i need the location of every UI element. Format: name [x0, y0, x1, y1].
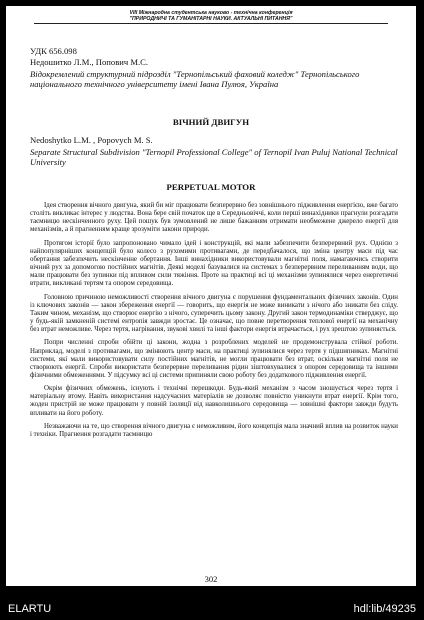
title-english: PERPETUAL MOTOR — [166, 182, 256, 192]
paragraph: Ідея створення вічного двигуна, який би міг працювати безперервно без зовнішнього підживлення енергією, вже багато століть викликає інтерес у людства. Вона бере свій початок ще в Середньовіччі, коли перші винахідники прагнули розгадати таємницю нескінченного руху. Цей пошук був зумовлений не лише бажанням отримати необмежене джерело енергії для механізмів, а й прагненням краще зрозуміти закони природи. — [30, 202, 398, 234]
paragraph: Попри численні спроби обійти ці закони, жодна з розроблених моделей не продемонструвала стійкої роботи. Наприклад, моделі з противагами, що змінюють центр маси, на практиці зупинялися через тертя у підшипниках. Магнітні системи, які мали використовувати силу постійних магнітів, не могли працювати без втрат, оскільки магнітні поля не створюють енергії. Спроби використати безперервне переливання рідин зіштовхувалися з опором середовища та іншими фізичними обмеженнями. У підсумку всі ці системи припиняли свою роботу без додаткового підживлення енергії. — [30, 339, 398, 379]
conference-header — [16, 10, 406, 22]
authors-ukrainian: Недошитко Л.М., Попович М.С. — [30, 57, 148, 67]
affiliation-english: Separate Structural Subdivision "Ternopil Professional College" of Ternopil Ivan Puluj National Technical University — [30, 147, 398, 168]
affiliation-ukrainian: Відокремлений структурний підрозділ "Тернопільський фаховий коледж" Тернопільського національного технічного університету імені Івана Пулюя, Україна — [30, 69, 360, 90]
page-number: 302 — [204, 574, 218, 584]
udc-code: УДК 656.098 — [30, 46, 77, 56]
paragraph: Незважаючи на те, що створення вічного двигуна є неможливим, його концепція мала значний вплив на розвиток науки і техніки. Прагнення розгадати таємницю — [30, 422, 398, 438]
authors-english: Nedoshytko L.M. , Popovych M. S. — [30, 135, 153, 145]
title-ukrainian: ВІЧНИЙ ДВИГУН — [172, 117, 250, 127]
header-rule — [34, 23, 388, 24]
handle-link[interactable]: hdl:lib/49235 — [353, 603, 416, 615]
repository-label: ELARTU — [8, 603, 52, 615]
article-body — [30, 202, 398, 444]
document-page — [6, 6, 416, 586]
paragraph: Окрім фізичних обмежень, існують і технічні перешкоди. Будь-який механізм з часом зношується через тертя і матеріальну втому. Навіть використання надсучасних матеріалів не дозволяє повністю уникнути втрат енергії. Крім того, жоден пристрій не може працювати у повній ізоляції від навколишнього середовища — зовнішні фактори завжди будуть впливати на його роботу. — [30, 385, 398, 417]
paragraph: Головною причиною неможливості створення вічного двигуна є порушення фундаментальних фізичних законів. Один із ключових законів — закон збереження енергії — говорить, що енергія не може виникати з нічого або зникати без сліду. Таким чином, механізм, що створює енергію з нічого, суперечить цьому закону. Другий закон термодинаміки стверджує, що у будь-якій замкненій системі ентропія завжди зростає. Це означає, що повне перетворення теплової енергії на механічну без втрат неможливе. Через тертя, нагрівання, звукові хвилі та інші фактори енергія втрачається, і рух зрештою зупиняється. — [30, 293, 398, 334]
conference-line-2: "ПРИРОДНИЧІ ТА ГУМАНІТАРНІ НАУКИ. АКТУАЛЬНІ ПИТАННЯ" — [129, 16, 293, 22]
paragraph: Протягом історії було запропоновано чимало ідей і конструкцій, які мали забезпечити безперервний рух. Однією з найпопулярніших концепцій було колесо з рухомими противагами, де передбачалося, що зміна центру маси під час обертання забезпечить нескінченне обертання. Інші винахідники використовували магнітні поля, намагаючись створити вічний рух за допомогою постійних магнітів. Деякі моделі базувалися на системах з безперервним переливанням води, що мали працювати без зупинки під впливом сили тяжіння. Проте на практиці всі ці механізми зупинялися через енергетичні втрати, викликані тертям та опором середовища. — [30, 239, 398, 288]
conference-line-1: VIII Міжнародна студентська науково - технічна конференція — [129, 10, 293, 16]
